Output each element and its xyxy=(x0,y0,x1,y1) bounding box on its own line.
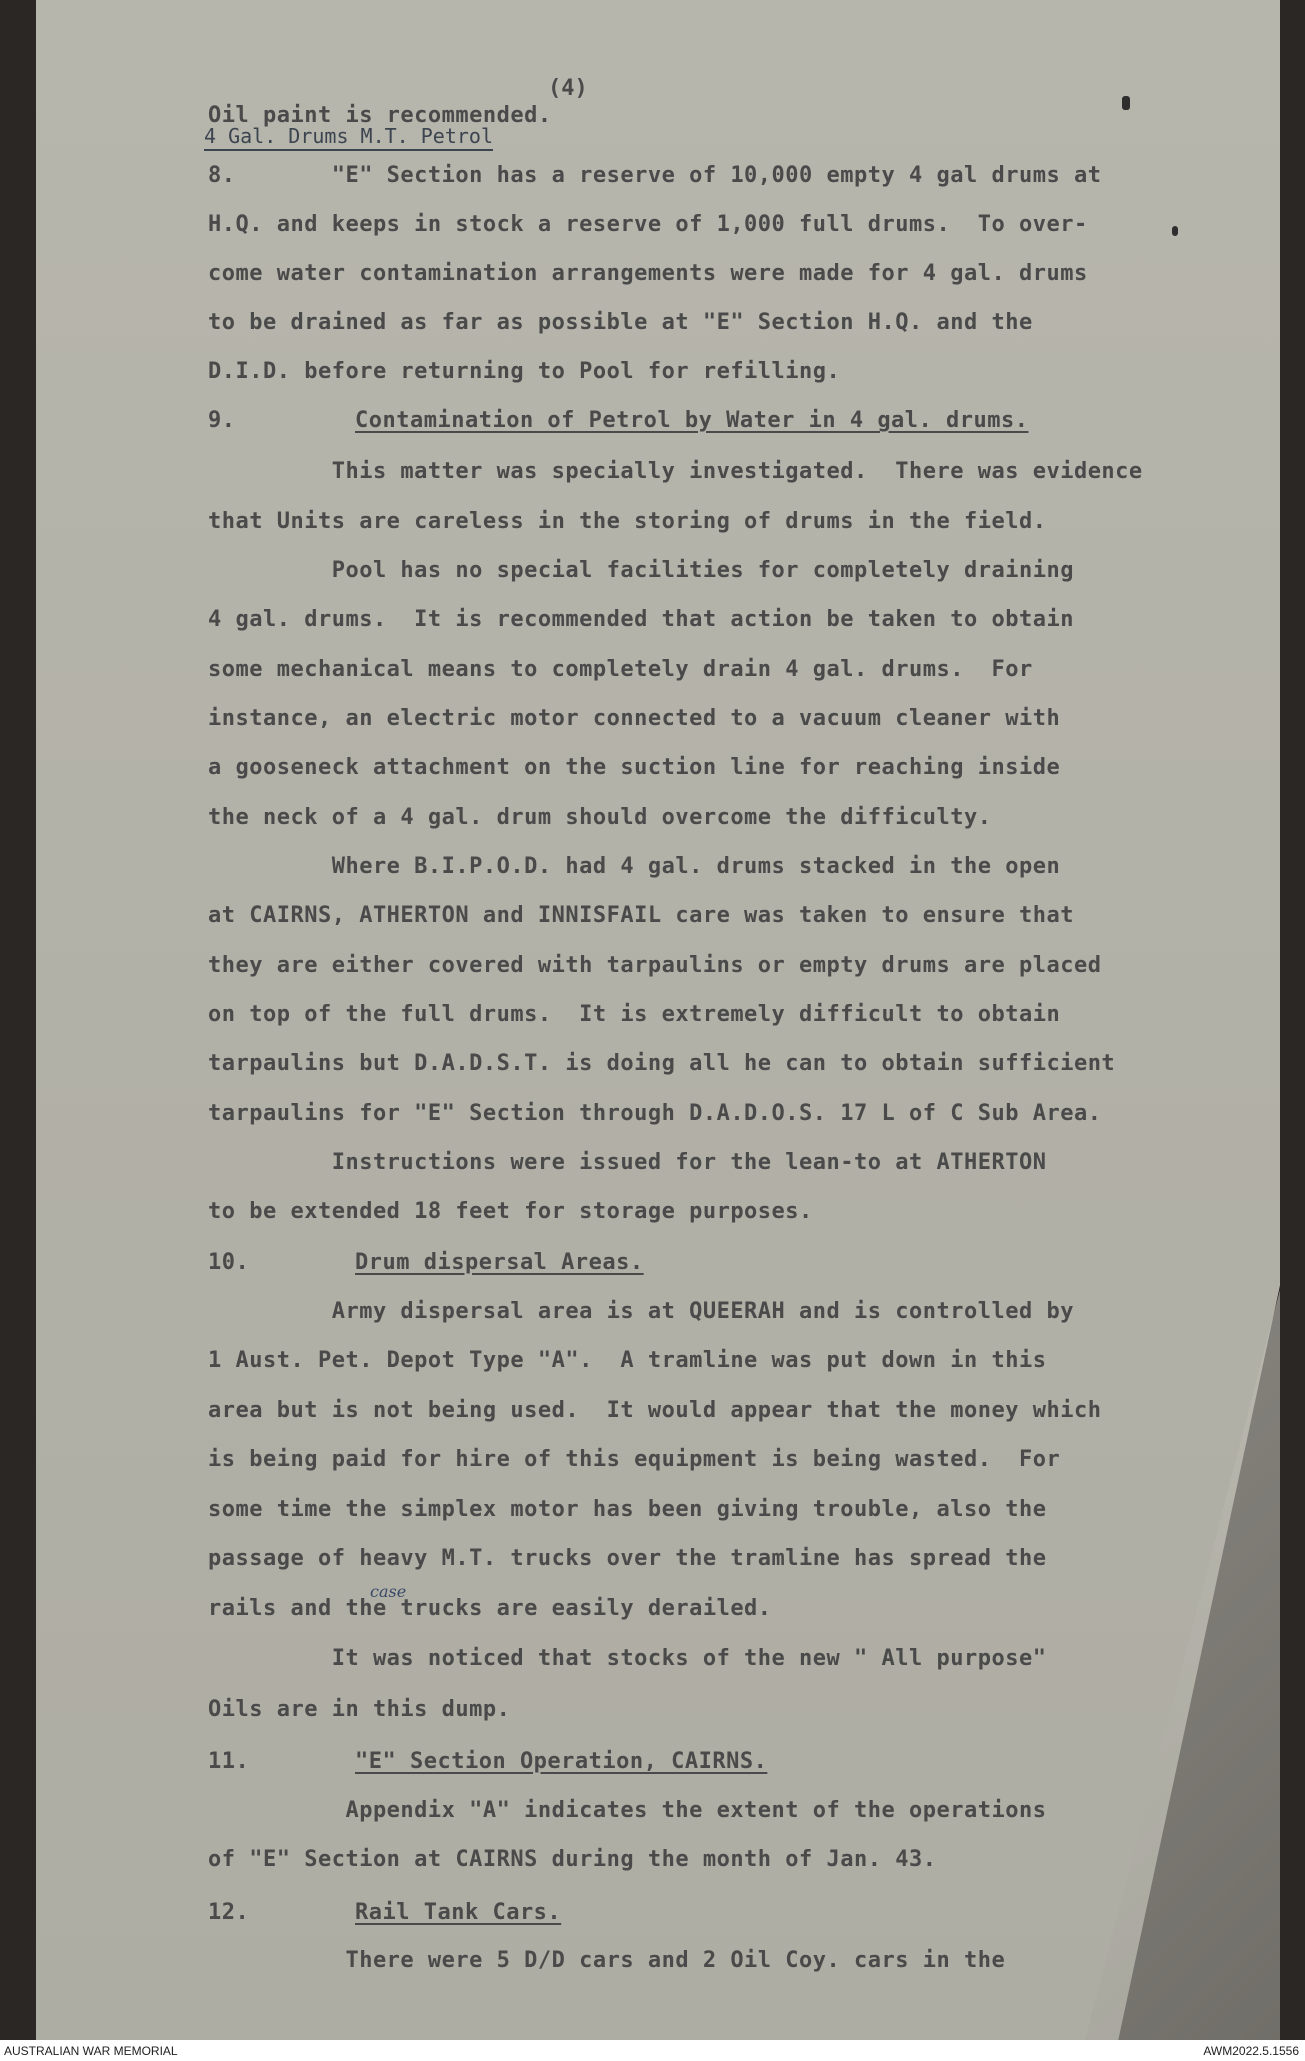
footer-source: AUSTRALIAN WAR MEMORIAL xyxy=(4,2044,178,2058)
punch-mark xyxy=(1172,226,1178,236)
text-line: H.Q. and keeps in stock a reserve of 1,000 full drums. To over- xyxy=(208,212,1088,237)
text-line: 4 gal. drums. It is recommended that action be taken to obtain xyxy=(208,607,1074,632)
text-line: to be drained as far as possible at "E" Section H.Q. and the xyxy=(208,310,1033,335)
section-number: 10. xyxy=(208,1250,250,1275)
section-heading: "E" Section Operation, CAIRNS. xyxy=(355,1749,768,1774)
text-line: on top of the full drums. It is extremely difficult to obtain xyxy=(208,1002,1061,1027)
text-line: area but is not being used. It would appear that the money which xyxy=(208,1398,1102,1423)
text-line: 1 Aust. Pet. Depot Type "A". A tramline was put down in this xyxy=(208,1348,1047,1373)
text-line: at CAIRNS, ATHERTON and INNISFAIL care was taken to ensure that xyxy=(208,903,1074,928)
text-line: tarpaulins for "E" Section through D.A.D.O.S. 17 L of C Sub Area. xyxy=(208,1101,1102,1126)
text-line: some mechanical means to completely drain 4 gal. drums. For xyxy=(208,657,1033,682)
section-number: 11. xyxy=(208,1749,250,1774)
text-line: Instructions were issued for the lean-to at ATHERTON xyxy=(208,1150,1047,1175)
text-line: that Units are careless in the storing of drums in the field. xyxy=(208,509,1047,534)
text-line: they are either covered with tarpaulins or empty drums are placed xyxy=(208,953,1102,978)
text-line: Army dispersal area is at QUEERAH and is controlled by xyxy=(208,1299,1074,1324)
section-heading: Drum dispersal Areas. xyxy=(355,1250,644,1275)
footer-bar xyxy=(0,2040,1305,2061)
text-line: Appendix "A" indicates the extent of the operations xyxy=(208,1798,1047,1823)
handwritten-annotation: 4 Gal. Drums M.T. Petrol xyxy=(204,124,493,151)
text-line: instance, an electric motor connected to a vacuum cleaner with xyxy=(208,706,1061,731)
text-line: some time the simplex motor has been giving trouble, also the xyxy=(208,1497,1047,1522)
text-line: tarpaulins but D.A.D.S.T. is doing all he can to obtain sufficient xyxy=(208,1051,1116,1076)
punch-mark xyxy=(1122,96,1130,110)
section-number: 9. xyxy=(208,408,236,433)
text-line: passage of heavy M.T. trucks over the tramline has spread the xyxy=(208,1546,1047,1571)
text-line: come water contamination arrangements were made for 4 gal. drums xyxy=(208,261,1088,286)
text-line: It was noticed that stocks of the new " All purpose" xyxy=(208,1646,1047,1671)
section-heading: Rail Tank Cars. xyxy=(355,1900,562,1925)
text-line: Where B.I.P.O.D. had 4 gal. drums stacked in the open xyxy=(208,854,1061,879)
text-line: a gooseneck attachment on the suction line for reaching inside xyxy=(208,755,1061,780)
text-line: D.I.D. before returning to Pool for refilling. xyxy=(208,359,841,384)
section-heading: Contamination of Petrol by Water in 4 gal. drums. xyxy=(355,408,1029,433)
text-line: of "E" Section at CAIRNS during the month of Jan. 43. xyxy=(208,1847,937,1872)
section-number: 12. xyxy=(208,1900,250,1925)
text-line: Oil paint is recommended. xyxy=(208,103,552,128)
page-number: (4) xyxy=(548,76,588,101)
footer-reference: AWM2022.5.1556 xyxy=(1203,2044,1299,2058)
text-line: There were 5 D/D cars and 2 Oil Coy. cars in the xyxy=(208,1948,1006,1973)
text-line: rails and the trucks are easily derailed. xyxy=(208,1596,772,1621)
text-line: Oils are in this dump. xyxy=(208,1697,511,1722)
text-line: This matter was specially investigated. There was evidence xyxy=(208,459,1143,484)
text-line: the neck of a 4 gal. drum should overcome the difficulty. xyxy=(208,805,992,830)
text-line: Pool has no special facilities for completely draining xyxy=(208,558,1074,583)
text-line: 8. "E" Section has a reserve of 10,000 empty 4 gal drums at xyxy=(208,163,1102,188)
text-line: to be extended 18 feet for storage purposes. xyxy=(208,1199,813,1224)
text-line: is being paid for hire of this equipment is being wasted. For xyxy=(208,1447,1061,1472)
handwritten-insert: case xyxy=(370,1582,407,1601)
